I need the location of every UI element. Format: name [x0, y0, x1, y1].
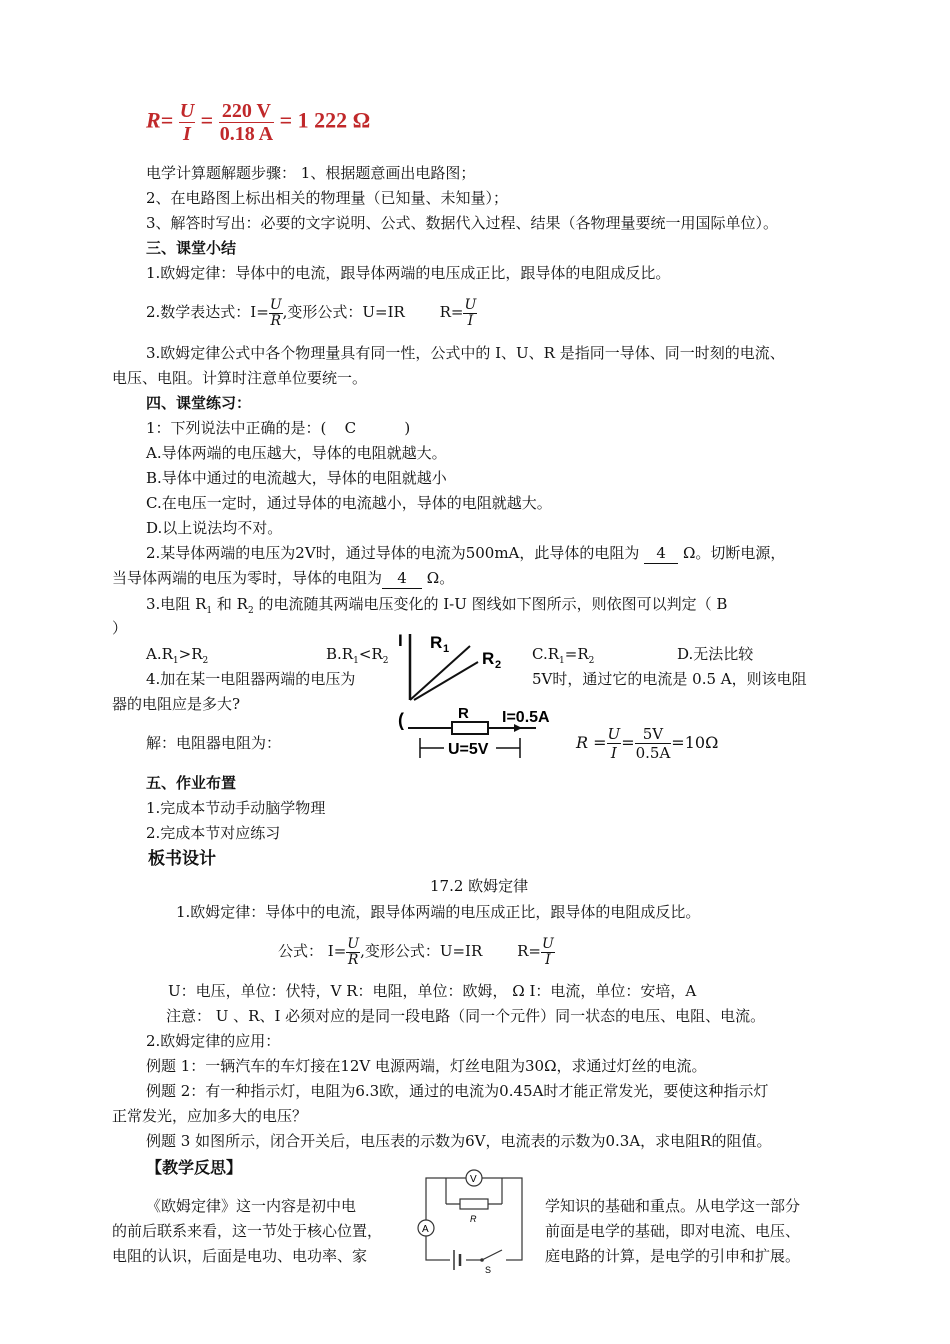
formula-den: I: [183, 123, 191, 145]
q3-options: [146, 644, 208, 671]
q2-answer-1: 4: [644, 543, 678, 564]
example-1: 例题 1：一辆汽车的车灯接在12V 电源两端，灯丝电阻为30Ω，求通过灯丝的电流。: [146, 1057, 707, 1075]
sol-num1: U: [607, 725, 621, 743]
circuit-label-u: U=5V: [448, 741, 489, 758]
frac-u2: U: [464, 296, 477, 313]
sol-eq: =: [621, 733, 635, 752]
board-note: 注意： U 、R、I 必须对应的是同一段电路（同一个元件）同一状态的电压、电阻、电流。: [166, 1007, 766, 1025]
q2-line-2: [112, 568, 454, 589]
q2-unit: Ω。: [426, 569, 455, 587]
homework-item-2: 2.完成本节对应练习: [146, 824, 281, 842]
top-formula: [146, 100, 370, 145]
q3-sub2: 2: [247, 606, 254, 616]
formula-num2: 220 V: [219, 100, 274, 123]
sol-num2: 5V: [635, 725, 672, 744]
steps-line-2: 2、在电路图上标出相关的物理量（已知量、未知量）；: [146, 189, 509, 207]
iu-graph: [396, 626, 516, 702]
sol-den2: 0.5A: [635, 744, 671, 762]
summary-p3b: 电压、电阻。计算时注意单位要统一。: [112, 369, 368, 387]
q3-option-b: [326, 644, 388, 671]
expr-mid: ,变形公式：U=IR: [282, 303, 405, 321]
q3-line-1: [146, 594, 727, 621]
opt-a-mid: >R: [178, 645, 203, 663]
frac-u: U: [269, 296, 282, 313]
example-3: 例题 3 如图所示，闭合开关后，电压表的示数为6V，电流表的示数为0.3A，求电阻R的阻值。: [146, 1132, 772, 1150]
voltmeter-label: V: [470, 1174, 477, 1185]
example-2b: 正常发光，应加多大的电压？: [112, 1107, 308, 1125]
q2-line-1: [146, 543, 785, 564]
q1-text: 1：下列说法中正确的是：(: [146, 419, 327, 437]
q3-text-b: 和 R: [216, 595, 248, 613]
resistor: [452, 722, 488, 734]
summary-p1: 1.欧姆定律：导体中的电流，跟导体两端的电压成正比，跟导体的电阻成反比。: [146, 264, 671, 282]
q1-option-d: D.以上说法均不对。: [146, 519, 283, 537]
q3-text-a: 3.电阻 R: [146, 595, 207, 613]
q4-line-1b: 5V时，通过它的电流是 0.5 A，则该电阻: [532, 670, 807, 688]
opt-c-sub1: 1: [559, 656, 565, 666]
reflection-l1a: 《欧姆定律》这一内容是初中电: [146, 1197, 357, 1215]
q1-option-a: A.导体两端的电压越大，导体的电阻就越大。: [146, 444, 447, 462]
ammeter-label: A: [422, 1224, 429, 1235]
example-2a: 例题 2：有一种指示灯，电阻为6.3欧，通过的电流为0.45A时才能正常发光，要使这种指示灯: [146, 1082, 769, 1100]
q2-text: 2.某导体两端的电压为2V时，通过导体的电流为500mA，此导体的电阻为: [146, 544, 640, 562]
opt-a-sub2: 2: [202, 656, 209, 666]
summary-heading: 三、课堂小结: [146, 239, 237, 257]
summary-p3a: 3.欧姆定律公式中各个物理量具有同一性，公式中的 I、U、R 是指同一导体、同一时刻的电流、: [146, 344, 785, 362]
formula-num: U: [179, 100, 195, 122]
board-f-mid: ,变形公式：U=IR: [360, 942, 483, 960]
steps-line-1: 电学计算题解题步骤： 1、根据题意画出电路图；: [146, 164, 476, 182]
q4-line-1a: 4.加在某一电阻器两端的电压为: [146, 670, 356, 688]
q1-answer: C: [344, 419, 357, 437]
q2-text-2: 当导体两端的电压为零时，导体的电阻为: [112, 569, 383, 587]
board-units: U：电压，单位：伏特，V R：电阻，单位：欧姆， Ω I：电流，单位：安培，A: [168, 982, 697, 1000]
sol-lhs: R =: [576, 733, 607, 752]
sol-result: =10Ω: [671, 733, 719, 752]
sol-den1: I: [610, 744, 617, 762]
switch-gap: [482, 1254, 506, 1264]
opt-b-sub1: 1: [353, 656, 359, 666]
solution-text: 解：电阻器电阻为：: [146, 734, 282, 752]
formula-result: = 1 222 Ω: [279, 107, 371, 133]
reflection-l1b: 学知识的基础和重点。从电学这一部分: [545, 1197, 801, 1215]
example3-circuit: [412, 1164, 530, 1274]
opt-c-text: C.R: [532, 645, 560, 663]
switch-label: S: [485, 1265, 492, 1274]
q4-circuit: [396, 700, 562, 762]
reflection-l3b: 庭电路的计算，是电学的引申和扩展。: [545, 1247, 801, 1265]
board-frac-u: U: [347, 935, 360, 952]
formula-eq: =: [200, 107, 214, 133]
q2-text-post: Ω。切断电源，: [682, 544, 786, 562]
switch-pivot: [480, 1258, 484, 1262]
opt-c-sub2: 2: [588, 656, 595, 666]
q1-option-c: C.在电压一定时，通过导体的电流越小，导体的电阻就越大。: [146, 494, 552, 512]
q1-close: ): [404, 419, 411, 437]
steps-line-3: 3、解答时写出：必要的文字说明、公式、数据代入过程、结果（各物理量要统一用国际单位）。: [146, 214, 779, 232]
opt-b-sub2: 2: [382, 656, 389, 666]
solution-formula: [576, 722, 718, 764]
graph-label-r2-sub: 2: [495, 659, 502, 671]
opt-b-mid: <R: [358, 645, 383, 663]
summary-p2: [146, 294, 477, 330]
practice-heading: 四、课堂练习：: [146, 394, 252, 412]
reflection-heading: 【教学反思】: [146, 1158, 243, 1177]
board-frac-u2: U: [541, 935, 554, 952]
formula-den2: 0.18 A: [219, 123, 274, 145]
battery-gap: [450, 1252, 466, 1268]
frac-i: I: [467, 312, 474, 329]
board-f-prefix: 公式： I=: [278, 942, 347, 960]
reflection-l2b: 前面是电学的基础，即对电流、电压、: [545, 1222, 801, 1240]
opt-c-mid: =R: [564, 645, 589, 663]
q2-answer-2: 4: [382, 568, 422, 589]
q3-option-d: D.无法比较: [677, 645, 754, 663]
frac-r: R: [270, 312, 281, 329]
board-title: 17.2 欧姆定律: [430, 877, 529, 895]
q3-option-c: [532, 644, 594, 671]
resistor-icon: [460, 1199, 488, 1209]
circuit-label-r: R: [458, 705, 469, 722]
board-frac-r: R: [347, 951, 359, 968]
board-formula: [278, 933, 555, 969]
formula-lhs: R=: [146, 107, 174, 133]
board-p1: 1.欧姆定律：导体中的电流，跟导体两端的电压成正比，跟导体的电阻成反比。: [176, 903, 701, 921]
q3-text-c: 的电流随其两端电压变化的 I-U 图线如下图所示，则依图可以判定（ B: [258, 595, 728, 613]
graph-label-r2: R: [482, 649, 495, 668]
opt-b-text: B.R: [326, 645, 354, 663]
homework-item-1: 1.完成本节动手动脑学物理: [146, 799, 326, 817]
reflection-l3a: 电阻的认识，后面是电功、电功率、家: [112, 1247, 368, 1265]
board-app: 2.欧姆定律的应用：: [146, 1032, 281, 1050]
board-heading: 板书设计: [148, 849, 216, 869]
reflection-l2a: 的前后联系来看，这一节处于核心位置，: [112, 1222, 383, 1240]
expr-r: R=: [439, 303, 464, 321]
graph-label-i: I: [398, 631, 403, 650]
q3-option-a: A.R: [146, 645, 173, 663]
q1: [146, 418, 410, 438]
graph-label-r1-sub: 1: [443, 643, 450, 655]
homework-heading: 五、作业布置: [146, 774, 237, 792]
q3-sub1: 1: [206, 606, 213, 616]
resistor-label: R: [470, 1214, 477, 1224]
expr-prefix: 2.数学表达式：I=: [146, 303, 269, 321]
circuit-label-i: I=0.5A: [502, 709, 550, 726]
opt-a-sub1: 1: [172, 656, 179, 666]
q3-line-2: ）: [112, 619, 128, 637]
circuit-left-mark: (: [398, 710, 404, 730]
board-f-r: R=: [517, 942, 541, 960]
q4-line-2: 器的电阻应是多大?: [112, 695, 241, 713]
graph-label-r1: R: [430, 633, 443, 652]
q1-option-b: B.导体中通过的电流越大，导体的电阻就越小: [146, 469, 447, 487]
board-frac-i: I: [545, 951, 551, 968]
